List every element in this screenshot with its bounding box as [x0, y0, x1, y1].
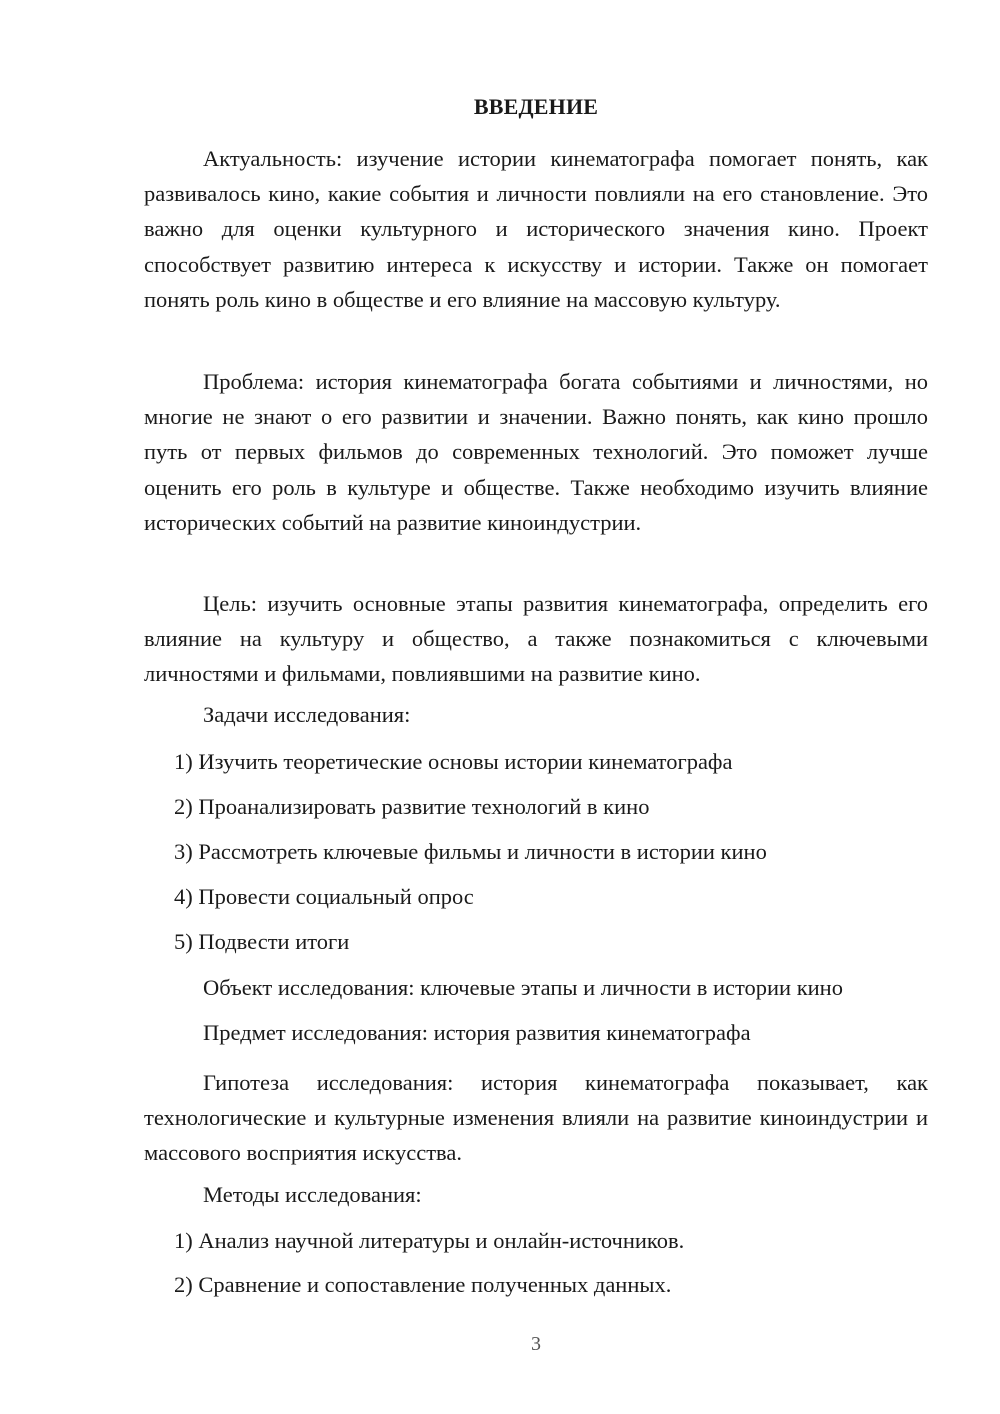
- method-item: 2) Сравнение и сопоставление полученных данных.: [174, 1272, 672, 1297]
- relevance-paragraph: Актуальность: изучение истории кинематографа помогает понять, как развивалось кино, какие события и личности повлияли на его становление. Это важно для оценки культурного и исторического значения кино. Проект способствует развитию интереса к искусству и истории. Также он помогает понять роль кино в обществе и его влияние на массовую культуру.: [144, 146, 928, 312]
- task-item: 4) Провести социальный опрос: [174, 884, 474, 909]
- goal-paragraph: Цель: изучить основные этапы развития кинематографа, определить его влияние на культуру и общество, а также познакомиться с ключевыми личностями и фильмами, повлиявшими на развитие кино.: [144, 591, 928, 687]
- task-item: 3) Рассмотреть ключевые фильмы и личности в истории кино: [174, 839, 767, 864]
- task-item: 5) Подвести итоги: [174, 929, 350, 954]
- method-item: 1) Анализ научной литературы и онлайн-источников.: [174, 1228, 685, 1253]
- methods-heading: Методы исследования:: [203, 1182, 422, 1207]
- tasks-heading: Задачи исследования:: [203, 702, 411, 727]
- page-number: 3: [531, 1333, 541, 1355]
- research-subject: Предмет исследования: история развития кинематографа: [203, 1020, 751, 1045]
- task-item: 2) Проанализировать развитие технологий в кино: [174, 794, 650, 819]
- problem-paragraph: Проблема: история кинематографа богата событиями и личностями, но многие не знают о его развитии и значении. Важно понять, как кино прошло путь от первых фильмов до современных технологий. Это поможет лучше оценить его роль в культуре и обществе. Также необходимо изучить влияние исторических событий на развитие киноиндустрии.: [144, 369, 928, 535]
- research-object: Объект исследования: ключевые этапы и личности в истории кино: [203, 975, 843, 1000]
- page-title: ВВЕДЕНИЕ: [473, 94, 599, 119]
- hypothesis-paragraph: Гипотеза исследования: история кинематографа показывает, как технологические и культурные изменения влияли на развитие киноиндустрии и массового восприятия искусства.: [144, 1070, 928, 1166]
- task-item: 1) Изучить теоретические основы истории кинематографа: [174, 749, 733, 774]
